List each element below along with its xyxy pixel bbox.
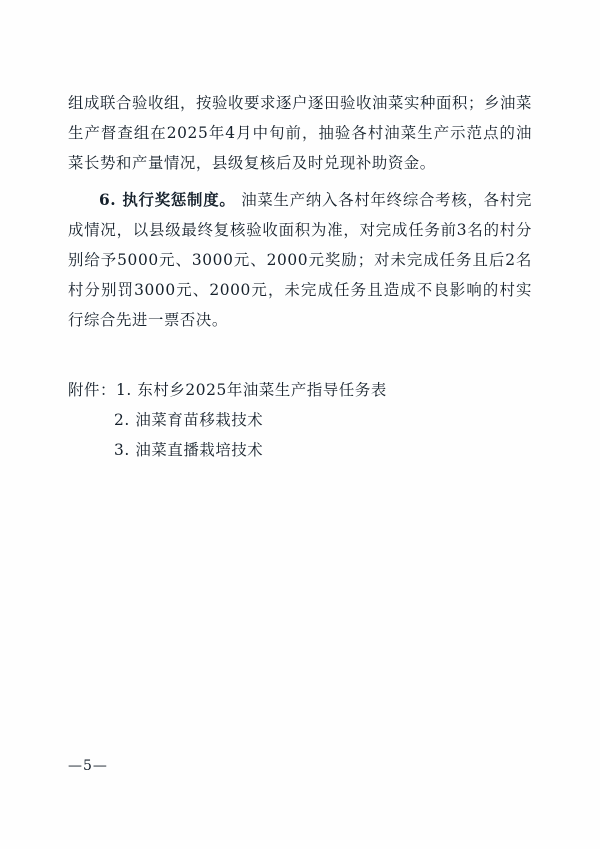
attachment-item-3: 3. 油菜直播栽培技术 — [114, 441, 264, 459]
attachment-spacer — [68, 335, 532, 375]
page-number: —5— — [68, 758, 108, 774]
document-body — [68, 88, 532, 465]
attachment-first-line — [68, 375, 532, 405]
attachment-item-1: 1. 东村乡2025年油菜生产指导任务表 — [115, 381, 387, 399]
paragraph-item-6 — [68, 185, 532, 335]
paragraph-continued: 组成联合验收组，按验收要求逐户逐田验收油菜实种面积；乡油菜生产督查组在2025年4月中旬前，抽验各村油菜生产示范点的油菜长势和产量情况，县级复核后及时兑现补助资金。 — [68, 94, 532, 172]
paragraph-spacer — [68, 178, 532, 185]
attachment-label: 附件： — [68, 381, 116, 399]
paragraph-item-6-lead: 6. 执行奖惩制度。 — [99, 191, 236, 209]
attachment-item-2: 2. 油菜育苗移栽技术 — [114, 411, 264, 429]
paragraph-item-6-text: 油菜生产纳入各村年终综合考核，各村完成情况，以县级最终复核验收面积为准，对完成任务前3名的村分别给予5000元、3000元、2000元奖励；对未完成任务且后2名村分别罚3000元、2000元，未完成任务且造成不良影响的村实行综合先进一票否决。 — [68, 191, 532, 329]
attachment-list — [68, 375, 532, 465]
